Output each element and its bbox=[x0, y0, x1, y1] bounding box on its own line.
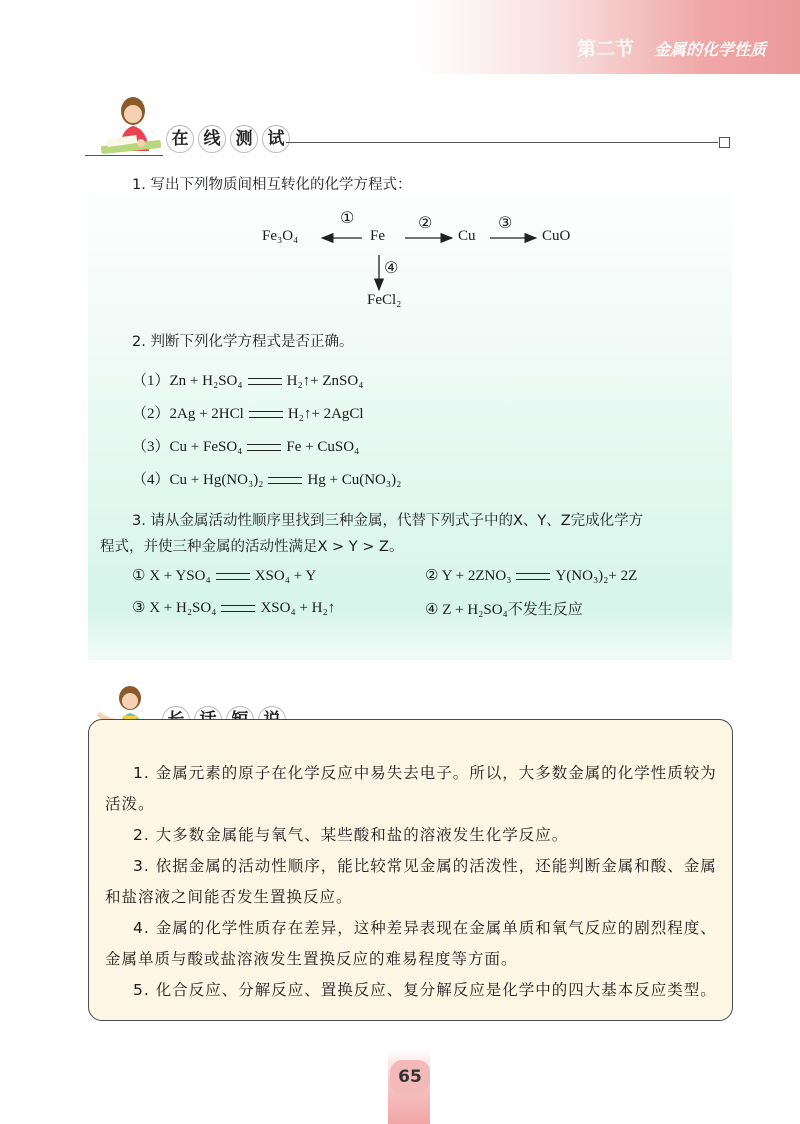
equation-right: H₂↑+ ZnSO₄ bbox=[286, 373, 364, 389]
question-1: 1. 写出下列物质间相互转化的化学方程式： bbox=[132, 177, 412, 193]
equals-sign bbox=[221, 605, 255, 612]
q3-equation bbox=[132, 566, 316, 585]
equation-right: H₂↑+ 2AgCl bbox=[287, 406, 364, 422]
equals-sign bbox=[247, 444, 281, 451]
equation-row bbox=[132, 402, 364, 423]
banner-line-right bbox=[286, 142, 718, 143]
equation-left: X + H₂SO₄ bbox=[149, 600, 217, 616]
equation-right: XSO₄ + Y bbox=[254, 568, 317, 584]
equation-row bbox=[132, 369, 363, 390]
species-cuo: CuO bbox=[542, 228, 571, 244]
section-title: 金属的化学性质 bbox=[653, 40, 766, 59]
species-fe3o4: Fe₃O₄ bbox=[262, 228, 299, 244]
arrow-label-2: ② bbox=[418, 213, 433, 232]
banner-line-left bbox=[85, 155, 163, 156]
equation-left: 2Ag + 2HCl bbox=[169, 406, 244, 422]
equation-text: Z + H₂SO₄不发生反应 bbox=[442, 602, 583, 618]
equation-number: （1） bbox=[132, 373, 170, 389]
banner-end-square bbox=[719, 137, 730, 148]
question-3-line-2: 程式，并使三种金属的活动性满足X > Y > Z。 bbox=[100, 539, 404, 555]
title-char: 试 bbox=[262, 125, 290, 153]
equation-right: Hg + Cu(NO₃)₂ bbox=[307, 472, 402, 488]
arrow-label-1: ① bbox=[340, 208, 355, 227]
q3-equation bbox=[425, 598, 583, 619]
title-char: 测 bbox=[230, 125, 258, 153]
equation-left: Zn + H₂SO₄ bbox=[169, 373, 243, 389]
q3-equation bbox=[132, 598, 335, 617]
equation-number: ② bbox=[425, 568, 439, 584]
equation-row bbox=[132, 435, 359, 456]
species-fecl2: FeCl₂ bbox=[367, 292, 402, 308]
chapter-header bbox=[577, 34, 766, 61]
summary-point-5: 5. 化合反应、分解反应、置换反应、复分解反应是化学中的四大基本反应类型。 bbox=[133, 981, 717, 999]
equation-number: （3） bbox=[132, 439, 170, 455]
summary-point-4: 4. 金属的化学性质存在差异，这种差异表现在金属单质和氧气反应的剧烈程度、金属单质与酸或盐溶液发生置换反应的难易程度等方面。 bbox=[105, 919, 717, 968]
equation-left: Cu + Hg(NO₃)₂ bbox=[169, 472, 264, 488]
question-3-line-1: 3. 请从金属活动性顺序里找到三种金属，代替下列式子中的X、Y、Z完成化学方 bbox=[132, 513, 644, 529]
equation-left: Cu + FeSO₄ bbox=[169, 439, 243, 455]
summary-point-2: 2. 大多数金属能与氧气、某些酸和盐的溶液发生化学反应。 bbox=[133, 826, 569, 844]
equals-sign bbox=[216, 573, 250, 580]
equals-sign bbox=[268, 477, 302, 484]
question-2: 2. 判断下列化学方程式是否正确。 bbox=[132, 334, 354, 350]
equals-sign bbox=[248, 378, 282, 385]
equals-sign bbox=[516, 573, 550, 580]
species-fe: Fe bbox=[370, 228, 385, 244]
title-char: 线 bbox=[198, 125, 226, 153]
equation-right: Y(NO₃)₂+ 2Z bbox=[555, 568, 638, 584]
equation-right: Fe + CuSO₄ bbox=[286, 439, 360, 455]
species-cu: Cu bbox=[458, 228, 476, 244]
title-char: 在 bbox=[166, 125, 194, 153]
q3-equation bbox=[425, 566, 637, 585]
online-test-title bbox=[166, 125, 290, 153]
equation-number: ④ bbox=[425, 602, 439, 618]
equation-number: ③ bbox=[132, 600, 146, 616]
equation-left: Y + 2ZNO₃ bbox=[441, 568, 512, 584]
girl-writing-illustration bbox=[95, 93, 170, 161]
equation-number: （2） bbox=[132, 406, 170, 422]
equals-sign bbox=[249, 411, 283, 418]
section-number: 第二节 bbox=[577, 38, 635, 60]
arrow-label-4: ④ bbox=[384, 258, 399, 277]
equation-number: （4） bbox=[132, 472, 170, 488]
equation-row bbox=[132, 468, 401, 489]
summary-point-3: 3. 依据金属的活动性顺序，能比较常见金属的活泼性，还能判断金属和酸、金属和盐溶液之间能否发生置换反应。 bbox=[105, 857, 717, 906]
arrow-label-3: ③ bbox=[498, 213, 513, 232]
equation-number: ① bbox=[132, 568, 146, 584]
equation-right: XSO₄ + H₂↑ bbox=[260, 600, 336, 616]
equation-left: X + YSO₄ bbox=[149, 568, 211, 584]
page-number: 65 bbox=[390, 1060, 430, 1094]
summary-point-1: 1. 金属元素的原子在化学反应中易失去电子。所以，大多数金属的化学性质较为活泼。 bbox=[105, 764, 717, 813]
